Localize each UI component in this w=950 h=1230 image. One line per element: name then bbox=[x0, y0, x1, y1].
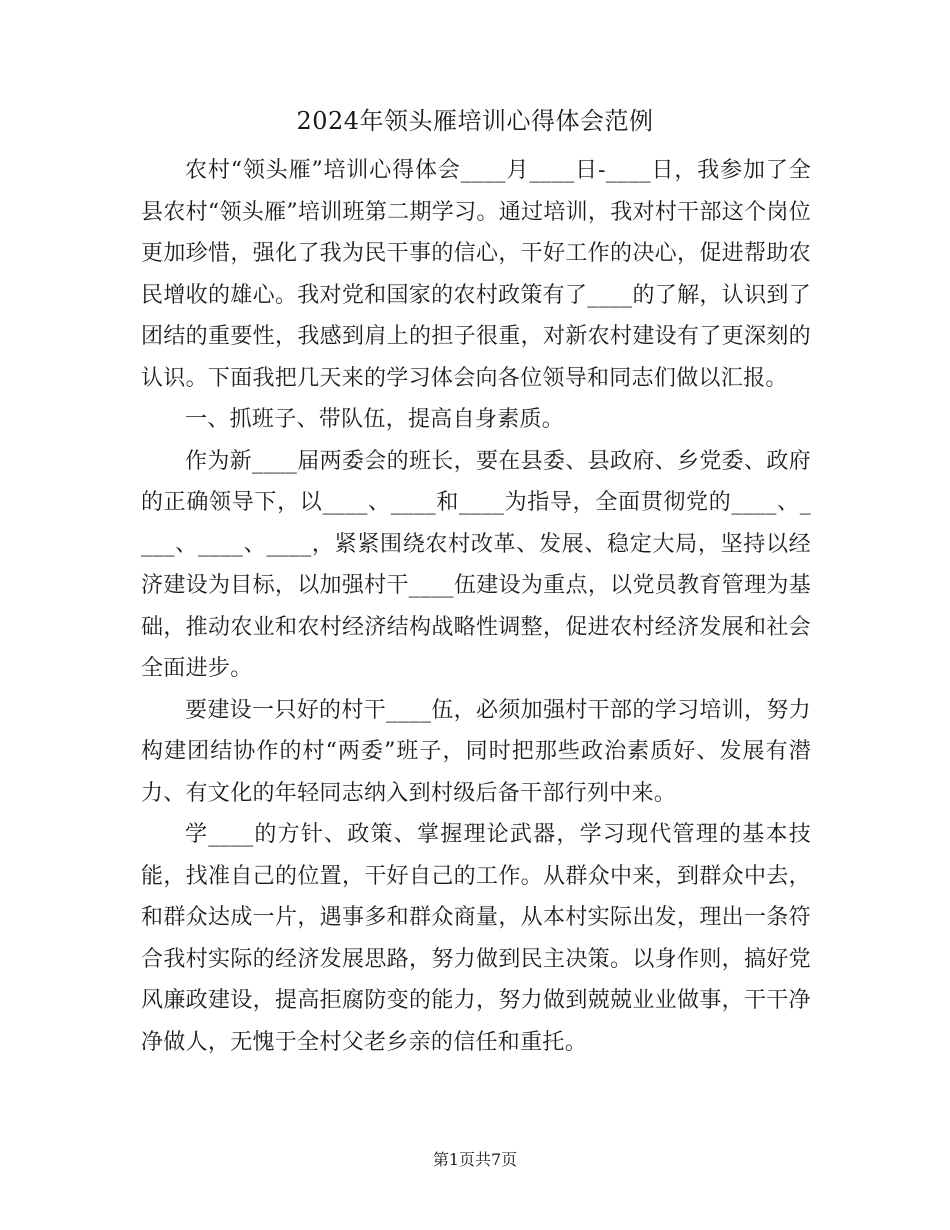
paragraph-team-building: 要建设一只好的村干____伍，必须加强村干部的学习培训，努力构建团结协作的村“两委”班子，同时把那些政治素质好、发展有潜力、有文化的年轻同志纳入到村级后备干部行列中来。 bbox=[141, 697, 811, 806]
paragraph-leadership: 作为新____届两委会的班长，要在县委、县政府、乡党委、政府的正确领导下，以____、____和____为指导，全面贯彻党的____、____、____、____，紧紧围绕农村改革、发展、稳定大局，坚持以经济建设为目标，以加强村干____伍建设为重点，以党员教育管理为基础，推动农业和农村经济结构战略性调整，促进农村经济发展和社会全面进步。 bbox=[141, 448, 811, 681]
paragraph-intro: 农村“领头雁”培训心得体会____月____日-____日，我参加了全县农村“领头雁”培训班第二期学习。通过培训，我对村干部这个岗位更加珍惜，强化了我为民干事的信心，干好工作的决心，促进帮助农民增收的雄心。我对党和国家的农村政策有了____的了解，认识到了团结的重要性，我感到肩上的担子很重，对新农村建设有了更深刻的认识。下面我把几天来的学习体会向各位领导和同志们做以汇报。 bbox=[141, 158, 811, 391]
page-number-footer: 第1页共7页 bbox=[432, 1150, 518, 1169]
document-body bbox=[141, 150, 811, 1063]
section-heading-1: 一、抓班子、带队伍，提高自身素质。 bbox=[185, 407, 565, 432]
document-title: 2024年领头雁培训心得体会范例 bbox=[296, 107, 654, 135]
paragraph-study-policy: 学____的方针、政策、掌握理论武器，学习现代管理的基本技能，找准自己的位置，干好自己的工作。从群众中来，到群众中去，和群众达成一片，遇事多和群众商量，从本村实际出发，理出一条符合我村实际的经济发展思路，努力做到民主决策。以身作则，搞好党风廉政建设，提高拒腐防变的能力，努力做到兢兢业业做事，干干净净做人，无愧于全村父老乡亲的信任和重托。 bbox=[141, 822, 811, 1055]
